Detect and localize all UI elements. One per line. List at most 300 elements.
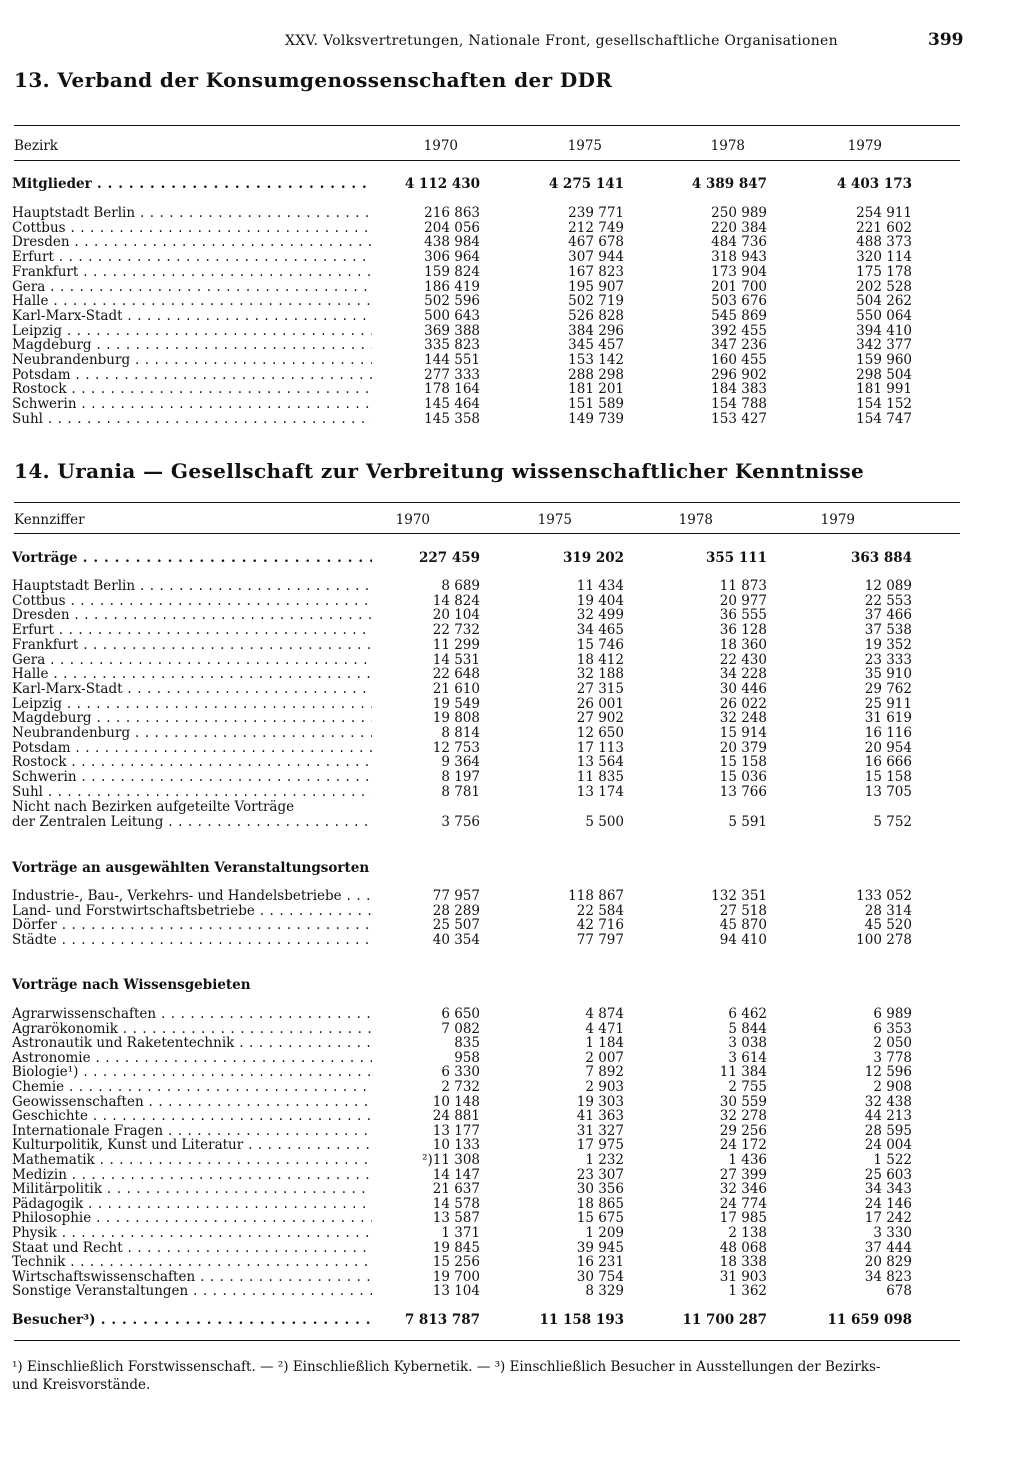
row-label: Dresden . . . <box>12 608 372 623</box>
cell-value: 1 371 <box>441 1225 480 1241</box>
row-label: Neubrandenburg . . . <box>12 353 372 368</box>
cell-value: 26 001 <box>576 695 624 712</box>
table-row <box>12 814 912 830</box>
cell-value: 277 333 <box>424 366 480 383</box>
cell-value: 27 518 <box>719 902 767 919</box>
cell-value: 32 278 <box>719 1108 767 1125</box>
cell-value: 502 596 <box>424 293 480 310</box>
cell-value: 11 873 <box>719 578 767 594</box>
table-row <box>12 769 912 786</box>
cell-value: 30 559 <box>719 1093 767 1110</box>
table13-year-header: 1975 <box>567 138 602 154</box>
row-label: Chemie . . . <box>12 1080 372 1095</box>
running-head: XXV. Volksvertretungen, Nationale Front, gesellschaftliche Organisationen <box>285 33 838 49</box>
cell-value: 1 522 <box>873 1152 912 1168</box>
cell-value: 31 327 <box>576 1122 624 1139</box>
cell-value: 30 754 <box>576 1268 624 1285</box>
cell-value: 3 756 <box>441 814 480 830</box>
cell-value: 159 960 <box>856 352 912 368</box>
row-label: Vorträge . . . <box>12 551 372 566</box>
cell-value: 18 360 <box>719 636 767 653</box>
table14-year-header: 1979 <box>820 512 855 528</box>
cell-value: 20 104 <box>432 607 480 624</box>
cell-value: 22 584 <box>576 902 624 919</box>
table-row <box>12 1035 912 1052</box>
row-label: Hauptstadt Berlin . . . <box>12 579 372 594</box>
cell-value: 467 678 <box>568 234 624 251</box>
cell-value: 8 781 <box>441 783 480 800</box>
cell-value: 2 755 <box>728 1079 767 1095</box>
cell-value: 29 762 <box>864 680 912 697</box>
row-label: Philosophie . . . <box>12 1211 372 1226</box>
table-row <box>12 680 912 697</box>
cell-value: 24 146 <box>864 1195 912 1212</box>
table-row <box>12 1225 912 1241</box>
cell-value: 144 551 <box>424 352 480 368</box>
cell-value: 22 732 <box>432 622 480 639</box>
section-subheading: Vorträge nach Wissensgebieten <box>12 977 251 993</box>
cell-value: 2 732 <box>441 1079 480 1095</box>
cell-value: 23 307 <box>576 1166 624 1183</box>
cell-value: 8 814 <box>441 725 480 741</box>
cell-value: 835 <box>454 1035 480 1052</box>
cell-value: 42 716 <box>576 917 624 934</box>
cell-value: 15 914 <box>719 725 767 741</box>
cell-value: 19 700 <box>432 1268 480 1285</box>
cell-value: 178 164 <box>424 381 480 398</box>
cell-value: 19 845 <box>432 1239 480 1256</box>
cell-value: 1 184 <box>585 1035 624 1052</box>
table13-year-header: 1979 <box>847 138 882 154</box>
cell-value: 11 700 287 <box>682 1312 767 1328</box>
cell-value: 48 068 <box>719 1239 767 1256</box>
cell-value: 160 455 <box>711 352 767 368</box>
table-row <box>12 1283 912 1300</box>
cell-value: 307 944 <box>568 249 624 266</box>
table13-title: 13. Verband der Konsumgenossenschaften der DDR <box>14 68 613 92</box>
cell-value: 201 700 <box>711 278 767 295</box>
cell-value: 19 404 <box>576 592 624 609</box>
cell-value: 32 248 <box>719 710 767 727</box>
cell-value: 363 884 <box>850 550 912 566</box>
cell-value: 335 823 <box>424 337 480 354</box>
cell-value: 13 766 <box>719 783 767 800</box>
cell-value: 212 749 <box>568 219 624 236</box>
row-label: Schwerin . . . <box>12 770 372 785</box>
cell-value: 21 610 <box>432 680 480 697</box>
cell-value: 167 823 <box>568 263 624 280</box>
cell-value: 173 904 <box>711 263 767 280</box>
cell-value: 2 903 <box>585 1079 624 1095</box>
cell-value: 41 363 <box>576 1108 624 1125</box>
row-label: Geowissenschaften . . . <box>12 1095 372 1110</box>
table-row <box>12 1006 912 1022</box>
cell-value: 132 351 <box>711 888 767 904</box>
cell-value: 24 172 <box>719 1137 767 1154</box>
cell-value: 149 739 <box>568 410 624 427</box>
cell-value: 20 977 <box>719 592 767 609</box>
cell-value: 27 902 <box>576 710 624 727</box>
table-row <box>12 888 912 904</box>
cell-value: 34 465 <box>576 622 624 639</box>
cell-value: 22 553 <box>864 592 912 609</box>
cell-value: 151 589 <box>568 396 624 413</box>
row-label: Wirtschaftswissenschaften . . . <box>12 1270 372 1285</box>
cell-value: 3 614 <box>728 1049 767 1066</box>
cell-value: 8 329 <box>585 1283 624 1300</box>
row-label: Astronomie . . . <box>12 1051 372 1066</box>
row-label: Mitglieder . . . <box>12 177 372 192</box>
footnotes <box>12 1358 962 1394</box>
cell-value: 23 333 <box>864 651 912 668</box>
cell-value: 27 399 <box>719 1166 767 1183</box>
cell-value: 27 315 <box>576 680 624 697</box>
row-label: Suhl . . . <box>12 785 372 800</box>
footnote-rule <box>14 1340 960 1341</box>
cell-value: 347 236 <box>711 337 767 354</box>
cell-value: 15 256 <box>432 1254 480 1271</box>
cell-value: 13 587 <box>432 1210 480 1227</box>
cell-value: 30 446 <box>719 680 767 697</box>
cell-value: 13 177 <box>432 1122 480 1139</box>
cell-value: 24 004 <box>864 1137 912 1154</box>
row-label: Militärpolitik . . . <box>12 1182 372 1197</box>
cell-value: 958 <box>454 1049 480 1066</box>
cell-value: 254 911 <box>856 205 912 221</box>
cell-value: 8 689 <box>441 578 480 594</box>
table14-year-header: 1975 <box>537 512 572 528</box>
cell-value: 488 373 <box>856 234 912 251</box>
cell-value: 202 528 <box>856 278 912 295</box>
cell-value: 14 531 <box>432 651 480 668</box>
row-label: Potsdam . . . <box>12 368 372 383</box>
cell-value: 154 747 <box>856 410 912 427</box>
cell-value: 133 052 <box>856 888 912 904</box>
row-label: Karl-Marx-Stadt . . . <box>12 682 372 697</box>
cell-value: 3 778 <box>873 1049 912 1066</box>
cell-value: 1 209 <box>585 1225 624 1241</box>
cell-value: 45 870 <box>719 917 767 934</box>
cell-value: 22 648 <box>432 666 480 683</box>
cell-value: 12 753 <box>432 739 480 756</box>
table-row <box>12 578 912 594</box>
cell-value: 438 984 <box>424 234 480 251</box>
cell-value: 15 746 <box>576 636 624 653</box>
cell-value: 13 174 <box>576 783 624 800</box>
cell-value: 5 500 <box>585 814 624 830</box>
cell-value: 44 213 <box>864 1108 912 1125</box>
row-label: Sonstige Veranstaltungen . . . <box>12 1284 372 1299</box>
cell-value: 145 464 <box>424 396 480 413</box>
cell-value: 28 314 <box>864 902 912 919</box>
cell-value: 12 650 <box>576 725 624 741</box>
cell-value: 32 346 <box>719 1181 767 1198</box>
cell-value: 30 356 <box>576 1181 624 1198</box>
cell-value: 195 907 <box>568 278 624 295</box>
row-label: Leipzig . . . <box>12 697 372 712</box>
cell-value: 159 824 <box>424 263 480 280</box>
total-row <box>12 1312 912 1328</box>
row-label: Erfurt . . . <box>12 623 372 638</box>
cell-value: 296 902 <box>711 366 767 383</box>
cell-value: 39 945 <box>576 1239 624 1256</box>
cell-value: 342 377 <box>856 337 912 354</box>
footnote-line: und Kreisvorstände. <box>12 1377 151 1393</box>
table-row <box>12 396 912 413</box>
cell-value: 181 991 <box>856 381 912 398</box>
row-label: Leipzig . . . <box>12 324 372 339</box>
cell-value: 154 788 <box>711 396 767 413</box>
cell-value: 4 112 430 <box>404 176 480 192</box>
row-label: Rostock . . . <box>12 755 372 770</box>
table-row <box>12 725 912 741</box>
cell-value: 678 <box>886 1283 912 1300</box>
cell-value: 1 232 <box>585 1152 624 1168</box>
cell-value: 484 736 <box>711 234 767 251</box>
cell-value: 306 964 <box>424 249 480 266</box>
cell-value: 4 275 141 <box>548 176 624 192</box>
cell-value: 3 038 <box>728 1035 767 1052</box>
table-row <box>12 352 912 368</box>
cell-value: 11 384 <box>719 1064 767 1081</box>
cell-value: 25 603 <box>864 1166 912 1183</box>
table-row <box>12 622 912 639</box>
cell-value: 184 383 <box>711 381 767 398</box>
cell-value: 288 298 <box>568 366 624 383</box>
cell-value: 7 892 <box>585 1064 624 1081</box>
cell-value: 4 471 <box>585 1020 624 1037</box>
cell-value: 31 619 <box>864 710 912 727</box>
cell-value: 26 022 <box>719 695 767 712</box>
cell-value: 37 444 <box>864 1239 912 1256</box>
row-label: Geschichte . . . <box>12 1109 372 1124</box>
row-label: Dresden . . . <box>12 235 372 250</box>
row-label: Pädagogik . . . <box>12 1197 372 1212</box>
cell-value: 500 643 <box>424 307 480 324</box>
row-label: Astronautik und Raketentechnik . . . <box>12 1036 372 1051</box>
cell-value: 10 148 <box>432 1093 480 1110</box>
table-row <box>12 1254 912 1271</box>
cell-value: 28 595 <box>864 1122 912 1139</box>
cell-value: ²)11 308 <box>422 1152 480 1168</box>
cell-value: 345 457 <box>568 337 624 354</box>
cell-value: 5 752 <box>873 814 912 830</box>
cell-value: 319 202 <box>562 550 624 566</box>
cell-value: 16 116 <box>864 725 912 741</box>
cell-value: 4 403 173 <box>836 176 912 192</box>
table14-top-rule <box>14 502 960 503</box>
cell-value: 37 466 <box>864 607 912 624</box>
row-label: Cottbus . . . <box>12 221 372 236</box>
table14-col-header-kennziffer: Kennziffer <box>14 512 85 528</box>
row-label: Mathematik . . . <box>12 1153 372 1168</box>
row-label: Gera . . . <box>12 280 372 295</box>
row-label: Rostock . . . <box>12 382 372 397</box>
cell-value: 298 504 <box>856 366 912 383</box>
table-row <box>12 410 912 427</box>
cell-value: 5 844 <box>728 1020 767 1037</box>
cell-value: 2 908 <box>873 1079 912 1095</box>
row-label: Erfurt . . . <box>12 250 372 265</box>
cell-value: 392 455 <box>711 322 767 339</box>
row-label: Halle . . . <box>12 667 372 682</box>
cell-value: 2 050 <box>873 1035 912 1052</box>
cell-value: 15 158 <box>719 754 767 771</box>
cell-value: 7 082 <box>441 1020 480 1037</box>
row-label: Staat und Recht . . . <box>12 1241 372 1256</box>
table14-year-header: 1978 <box>678 512 713 528</box>
cell-value: 6 462 <box>728 1006 767 1022</box>
cell-value: 34 343 <box>864 1181 912 1198</box>
cell-value: 17 113 <box>576 739 624 756</box>
cell-value: 34 823 <box>864 1268 912 1285</box>
cell-value: 12 089 <box>864 578 912 594</box>
table13-year-header: 1978 <box>710 138 745 154</box>
cell-value: 11 659 098 <box>827 1312 912 1328</box>
table13-col-header-bezirk: Bezirk <box>14 138 58 154</box>
table-row <box>12 1152 912 1168</box>
cell-value: 8 197 <box>441 769 480 786</box>
cell-value: 20 954 <box>864 739 912 756</box>
cell-value: 13 564 <box>576 754 624 771</box>
cell-value: 181 201 <box>568 381 624 398</box>
cell-value: 13 705 <box>864 783 912 800</box>
cell-value: 186 419 <box>424 278 480 295</box>
cell-value: 1 362 <box>728 1283 767 1300</box>
cell-value: 36 128 <box>719 622 767 639</box>
cell-value: 545 869 <box>711 307 767 324</box>
cell-value: 35 910 <box>864 666 912 683</box>
row-label: Städte . . . <box>12 933 372 948</box>
row-label: Karl-Marx-Stadt . . . <box>12 309 372 324</box>
cell-value: 502 719 <box>568 293 624 310</box>
cell-value: 19 549 <box>432 695 480 712</box>
cell-value: 45 520 <box>864 917 912 934</box>
cell-value: 4 389 847 <box>691 176 767 192</box>
footnote-line: ¹) Einschließlich Forstwissenschaft. — ²) Einschließlich Kybernetik. — ³) Einschließlich Besucher in Ausstellungen der Bezirks- <box>12 1359 881 1375</box>
cell-value: 320 114 <box>856 249 912 266</box>
cell-value: 9 364 <box>441 754 480 771</box>
cell-value: 14 824 <box>432 592 480 609</box>
cell-value: 503 676 <box>711 293 767 310</box>
row-label: Magdeburg . . . <box>12 338 372 353</box>
cell-value: 3 330 <box>873 1225 912 1241</box>
cell-value: 250 989 <box>711 205 767 221</box>
row-label: Potsdam . . . <box>12 741 372 756</box>
cell-value: 2 007 <box>585 1049 624 1066</box>
row-label: Land- und Forstwirtschaftsbetriebe . . . <box>12 904 372 919</box>
cell-value: 504 262 <box>856 293 912 310</box>
cell-value: 220 384 <box>711 219 767 236</box>
cell-value: 11 158 193 <box>539 1312 624 1328</box>
cell-value: 19 303 <box>576 1093 624 1110</box>
cell-value: 5 591 <box>728 814 767 830</box>
row-label: Medizin . . . <box>12 1168 372 1183</box>
cell-value: 100 278 <box>856 932 912 949</box>
table-row <box>12 1079 912 1095</box>
table-row <box>12 293 912 310</box>
cell-value: 18 412 <box>576 651 624 668</box>
cell-value: 21 637 <box>432 1181 480 1198</box>
cell-value: 118 867 <box>568 888 624 904</box>
page-number: 399 <box>928 30 964 50</box>
table-row <box>12 932 912 949</box>
cell-value: 19 808 <box>432 710 480 727</box>
cell-value: 25 507 <box>432 917 480 934</box>
table-row <box>12 1108 912 1125</box>
row-label: Cottbus . . . <box>12 594 372 609</box>
table-row <box>12 666 912 683</box>
cell-value: 216 863 <box>424 205 480 221</box>
table-row <box>12 1181 912 1198</box>
cell-value: 227 459 <box>418 550 480 566</box>
cell-value: 2 138 <box>728 1225 767 1241</box>
cell-value: 394 410 <box>856 322 912 339</box>
table-row <box>12 783 912 800</box>
cell-value: 7 813 787 <box>404 1312 480 1328</box>
row-label: Industrie-, Bau-, Verkehrs- und Handelsbetriebe . . . <box>12 889 372 904</box>
cell-value: 25 911 <box>864 695 912 712</box>
cell-value: 355 111 <box>705 550 767 566</box>
cell-value: 28 289 <box>432 902 480 919</box>
cell-value: 17 985 <box>719 1210 767 1227</box>
cell-value: 34 228 <box>719 666 767 683</box>
cell-value: 22 430 <box>719 651 767 668</box>
cell-value: 94 410 <box>719 932 767 949</box>
cell-value: 6 989 <box>873 1006 912 1022</box>
table-row <box>12 249 912 266</box>
table13-year-header: 1970 <box>423 138 458 154</box>
cell-value: 77 797 <box>576 932 624 949</box>
row-label: Hauptstadt Berlin . . . <box>12 206 372 221</box>
row-label: Gera . . . <box>12 653 372 668</box>
table-row <box>12 205 912 221</box>
cell-value: 526 828 <box>568 307 624 324</box>
cell-value: 18 865 <box>576 1195 624 1212</box>
cell-value: 11 434 <box>576 578 624 594</box>
cell-value: 18 338 <box>719 1254 767 1271</box>
cell-value: 154 152 <box>856 396 912 413</box>
cell-value: 19 352 <box>864 636 912 653</box>
cell-value: 29 256 <box>719 1122 767 1139</box>
cell-value: 16 666 <box>864 754 912 771</box>
cell-value: 32 438 <box>864 1093 912 1110</box>
table13-top-rule <box>14 125 960 126</box>
cell-value: 12 596 <box>864 1064 912 1081</box>
row-label: Schwerin . . . <box>12 397 372 412</box>
cell-value: 204 056 <box>424 219 480 236</box>
cell-value: 221 602 <box>856 219 912 236</box>
cell-value: 239 771 <box>568 205 624 221</box>
row-label: Agrarwissenschaften . . . <box>12 1007 372 1022</box>
row-label: Agrarökonomik . . . <box>12 1022 372 1037</box>
cell-value: 145 358 <box>424 410 480 427</box>
cell-value: 318 943 <box>711 249 767 266</box>
cell-value: 31 903 <box>719 1268 767 1285</box>
cell-value: 11 299 <box>432 636 480 653</box>
row-label: der Zentralen Leitung . . . <box>12 815 372 830</box>
row-label: Internationale Fragen . . . <box>12 1124 372 1139</box>
table13-header-rule <box>14 160 960 161</box>
cell-value: 77 957 <box>432 888 480 904</box>
cell-value: 17 242 <box>864 1210 912 1227</box>
cell-value: 175 178 <box>856 263 912 280</box>
cell-value: 6 353 <box>873 1020 912 1037</box>
row-label: Besucher³) . . . <box>12 1313 372 1328</box>
cell-value: 15 675 <box>576 1210 624 1227</box>
cell-value: 17 975 <box>576 1137 624 1154</box>
cell-value: 369 388 <box>424 322 480 339</box>
